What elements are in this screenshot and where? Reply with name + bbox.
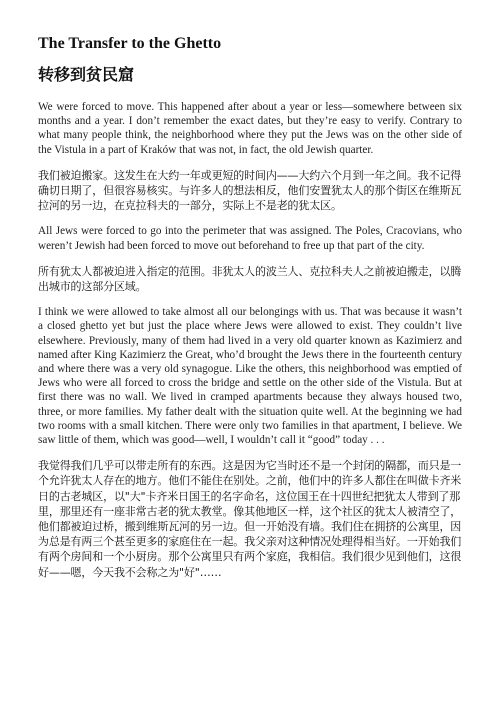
title-chinese: 转移到贫民窟 bbox=[38, 65, 135, 84]
paragraph-chinese-1: 我们被迫搬家。这发生在大约一年或更短的时间内——大约六个月到一年之间。我不记得确切日期了，但很容易核实。与许多人的想法相反，他们安置犹太人的那个街区在维斯瓦拉河的另一边，在克拉科夫的一部分，实际上不是老的犹太区。 bbox=[38, 168, 462, 213]
paragraph-english-2: All Jews were forced to go into the perimeter that was assigned. The Poles, Cracovians, who weren’t Jewish had been forced to move out beforehand to free up that part of the city. bbox=[38, 225, 462, 252]
paragraph-chinese-3: 我觉得我们几乎可以带走所有的东西。这是因为它当时还不是一个封闭的隔都，而只是一个允许犹太人存在的地方。他们不能住在别处。之前，他们中的许多人都住在叫做卡齐米日的古老城区，以"大"卡齐米日国王的名字命名，这位国王在十四世纪把犹太人带到了那里，那里还有一座非常古老的犹太教堂。像其他地区一样，这个社区的犹太人被清空了，他们都被迫过桥，搬到维斯瓦河的另一边。但一开始没有墙。我们住在拥挤的公寓里，因为总是有两三个甚至更多的家庭住在一起。我父亲对这种情况处理得相当好。一开始我们有两个房间和一个小厨房。那个公寓里只有两个家庭，我相信。我们很少见到他们，这很好——嗯，今天我不会称之为"好"…… bbox=[38, 459, 462, 579]
title-english: The Transfer to the Ghetto bbox=[38, 35, 222, 52]
document-page bbox=[38, 34, 462, 591]
paragraph-english-1: We were forced to move. This happened after about a year or less—somewhere between six months and a year. I don’t remember the exact dates, but they’re easy to verify. Contrary to what many people think, the neighborhood where they put the Jews was on the other side of the Vistula in a part of Kraków that was not, in fact, the old Jewish quarter. bbox=[38, 101, 462, 156]
paragraph-chinese-2: 所有犹太人都被迫进入指定的范围。非犹太人的波兰人、克拉科夫人之前被迫搬走，以腾出城市的这部分区域。 bbox=[38, 264, 462, 294]
paragraph-english-3: I think we were allowed to take almost all our belongings with us. That was because it wasn’t a closed ghetto yet but just the place where Jews were allowed to exist. They couldn’t live elsewhere. Previously, many of them had lived in a very old quarter known as Kazimierz and named after King Kazimierz the Great, who’d brought the Jews there in the fourteenth century and where there was a very old synagogue. Like the others, this neighborhood was emptied of Jews who were all forced to cross the bridge and settle on the other side of the Vistula. But at first there was no wall. We lived in cramped apartments because they always housed two, three, or more families. My father dealt with the situation quite well. At the beginning we had two rooms with a small kitchen. There were only two families in that apartment, I believe. We saw little of them, which was good—well, I wouldn’t call it “good” today . . . bbox=[38, 306, 462, 447]
